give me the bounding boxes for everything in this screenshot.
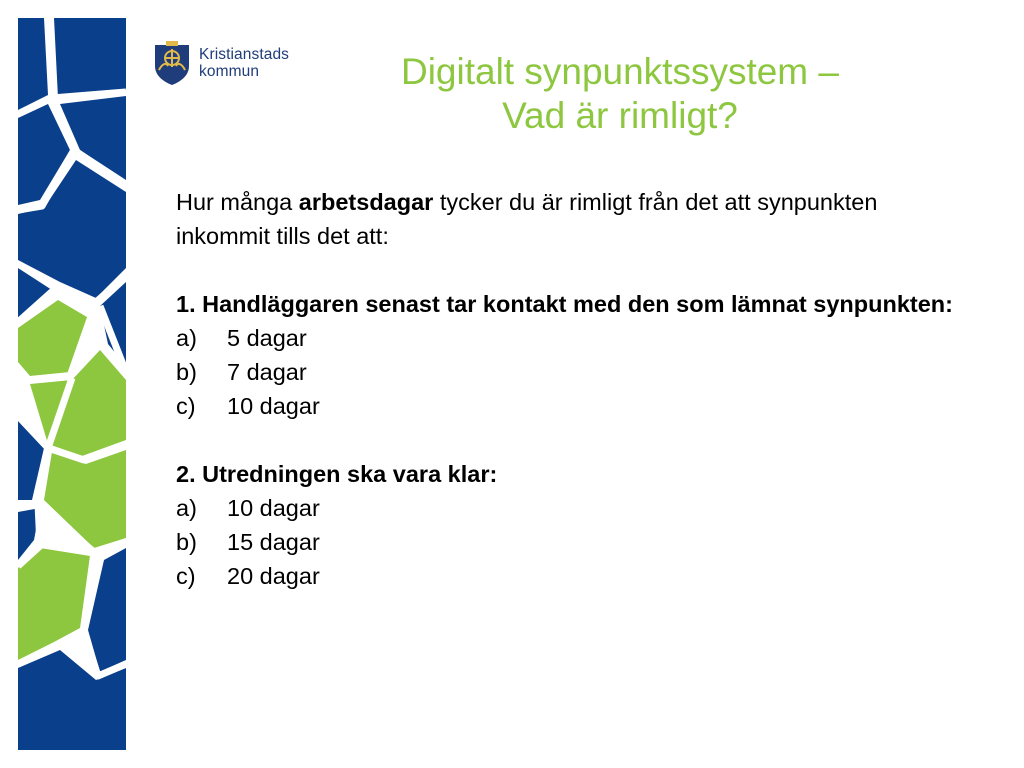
mosaic-decoration <box>0 0 140 768</box>
municipality-logo <box>152 40 289 86</box>
intro-pre: Hur många <box>176 189 299 215</box>
coat-of-arms-icon <box>152 40 192 86</box>
option-letter: b) <box>176 359 197 385</box>
logo-line-2: kommun <box>199 63 260 80</box>
option-letter: a) <box>176 495 197 521</box>
slide-title-line-2: Vad är rimligt? <box>502 95 738 136</box>
question-1-option-c <box>176 389 976 423</box>
slide-title-line-1: Digitalt synpunktssystem – <box>400 51 839 92</box>
logo-line-1: Kristianstads <box>199 46 290 63</box>
option-text: 7 dagar <box>227 359 307 385</box>
question-2-option-a <box>176 491 976 525</box>
question-2-heading: 2. Utredningen ska vara klar: <box>176 461 498 487</box>
question-1-option-b <box>176 355 976 389</box>
logo-wordmark <box>199 46 289 80</box>
option-text: 20 dagar <box>227 563 320 589</box>
question-2-option-c <box>176 559 976 593</box>
option-text: 15 dagar <box>227 529 320 555</box>
option-letter: b) <box>176 529 197 555</box>
option-letter: c) <box>176 393 196 419</box>
slide-body <box>176 185 976 593</box>
option-letter: c) <box>176 563 196 589</box>
option-text: 5 dagar <box>227 325 307 351</box>
question-2-option-b <box>176 525 976 559</box>
intro-bold: arbetsdagar <box>298 189 434 215</box>
mosaic-tile <box>54 18 126 98</box>
option-text: 10 dagar <box>227 495 320 521</box>
option-text: 10 dagar <box>227 393 320 419</box>
question-1-option-a <box>176 321 976 355</box>
mosaic-tile <box>18 18 48 110</box>
slide-title <box>330 50 910 138</box>
intro-post: tycker du är rimligt från det att synpunkten inkommit tills det att: <box>176 189 878 249</box>
question-1-heading: 1. Handläggaren senast tar kontakt med den som lämnat synpunkten: <box>176 291 953 317</box>
intro-paragraph <box>176 185 976 253</box>
option-letter: a) <box>176 325 197 351</box>
